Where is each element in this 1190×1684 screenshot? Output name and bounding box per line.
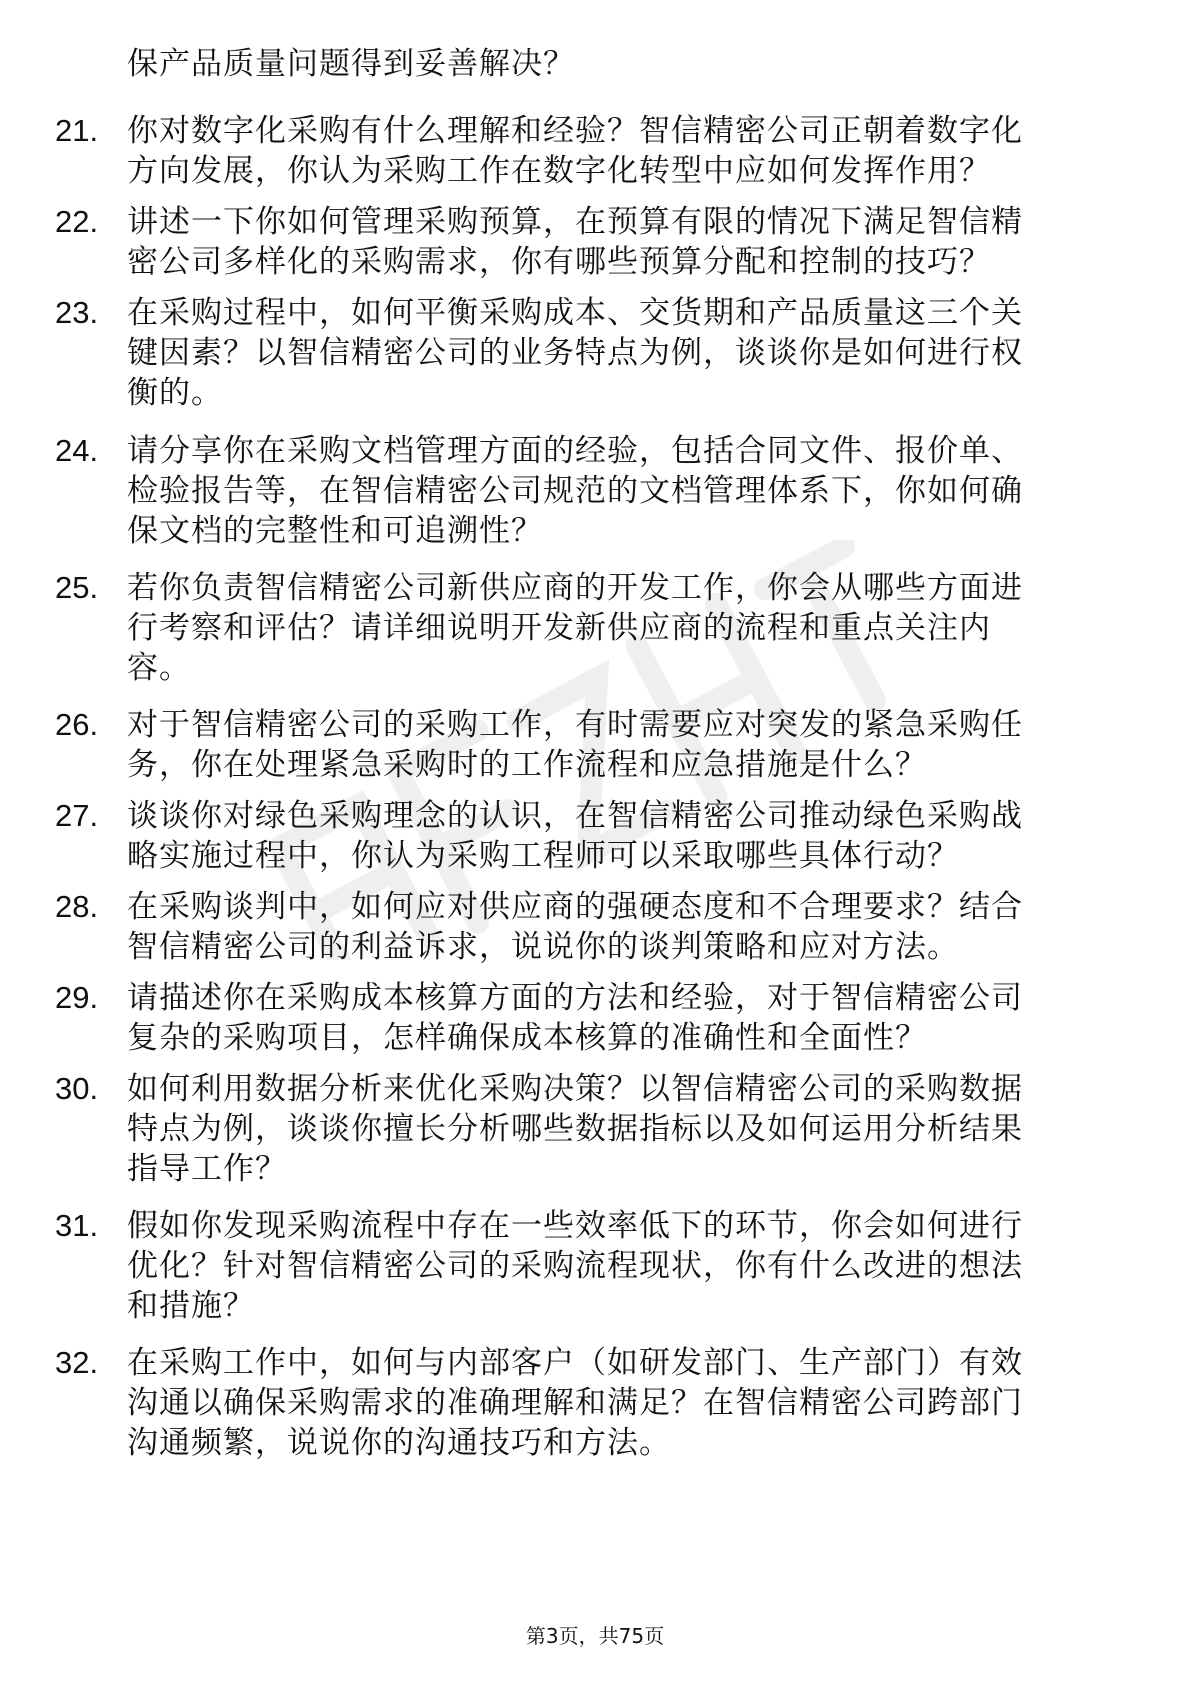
question-number: 22. (55, 204, 99, 239)
question-text-line: 容。 (127, 650, 191, 686)
question-text-line: 行考察和评估？请详细说明开发新供应商的流程和重点关注内 (127, 610, 991, 646)
question-text-line: 在采购过程中，如何平衡采购成本、交货期和产品质量这三个关 (127, 295, 1023, 331)
question-number: 24. (55, 433, 99, 468)
question-text-line: 请描述你在采购成本核算方面的方法和经验，对于智信精密公司 (127, 980, 1023, 1016)
continuation-text: 保产品质量问题得到妥善解决？ (127, 46, 575, 82)
question-number: 28. (55, 889, 99, 924)
question-text-line: 智信精密公司的利益诉求，说说你的谈判策略和应对方法。 (127, 929, 959, 965)
page-footer (0, 1622, 1190, 1650)
question-text-line: 指导工作？ (127, 1151, 287, 1187)
question-text-line: 优化？针对智信精密公司的采购流程现状，你有什么改进的想法 (127, 1248, 1023, 1284)
question-text-line: 若你负责智信精密公司新供应商的开发工作，你会从哪些方面进 (127, 570, 1023, 606)
question-text-line: 假如你发现采购流程中存在一些效率低下的环节，你会如何进行 (127, 1208, 1023, 1244)
question-number: 25. (55, 570, 99, 605)
question-text-line: 在采购谈判中，如何应对供应商的强硬态度和不合理要求？结合 (127, 889, 1023, 925)
question-text-line: 方向发展，你认为采购工作在数字化转型中应如何发挥作用？ (127, 153, 991, 189)
question-text-line: 沟通频繁，说说你的沟通技巧和方法。 (127, 1425, 671, 1461)
question-text-line: 特点为例，谈谈你擅长分析哪些数据指标以及如何运用分析结果 (127, 1111, 1023, 1147)
question-number: 32. (55, 1345, 99, 1380)
question-number: 29. (55, 980, 99, 1015)
question-text-line: 如何利用数据分析来优化采购决策？以智信精密公司的采购数据 (127, 1071, 1023, 1107)
question-text-line: 对于智信精密公司的采购工作，有时需要应对突发的紧急采购任 (127, 707, 1023, 743)
question-number: 26. (55, 707, 99, 742)
question-number: 23. (55, 295, 99, 330)
question-text-line: 请分享你在采购文档管理方面的经验，包括合同文件、报价单、 (127, 433, 1023, 469)
question-text-line: 略实施过程中，你认为采购工程师可以采取哪些具体行动？ (127, 838, 959, 874)
question-text-line: 衡的。 (127, 375, 223, 411)
question-text-line: 谈谈你对绿色采购理念的认识，在智信精密公司推动绿色采购战 (127, 798, 1023, 834)
question-text-line: 检验报告等，在智信精密公司规范的文档管理体系下，你如何确 (127, 473, 1023, 509)
question-text-line: 务，你在处理紧急采购时的工作流程和应急措施是什么？ (127, 747, 927, 783)
question-number: 30. (55, 1071, 99, 1106)
question-text-line: 你对数字化采购有什么理解和经验？智信精密公司正朝着数字化 (127, 113, 1023, 149)
question-text-line: 键因素？以智信精密公司的业务特点为例，谈谈你是如何进行权 (127, 335, 1023, 371)
question-text-line: 保文档的完整性和可追溯性？ (127, 513, 543, 549)
question-text-line: 讲述一下你如何管理采购预算，在预算有限的情况下满足智信精 (127, 204, 1023, 240)
question-number: 21. (55, 113, 99, 148)
question-text-line: 密公司多样化的采购需求，你有哪些预算分配和控制的技巧？ (127, 244, 991, 280)
question-text-line: 和措施？ (127, 1288, 255, 1324)
question-text-line: 复杂的采购项目，怎样确保成本核算的准确性和全面性？ (127, 1020, 927, 1056)
question-number: 27. (55, 798, 99, 833)
question-text-line: 在采购工作中，如何与内部客户（如研发部门、生产部门）有效 (127, 1345, 1023, 1381)
question-number: 31. (55, 1208, 99, 1243)
page-number-label: 第3页，共75页 (525, 1624, 665, 1648)
question-text-line: 沟通以确保采购需求的准确理解和满足？在智信精密公司跨部门 (127, 1385, 1023, 1421)
